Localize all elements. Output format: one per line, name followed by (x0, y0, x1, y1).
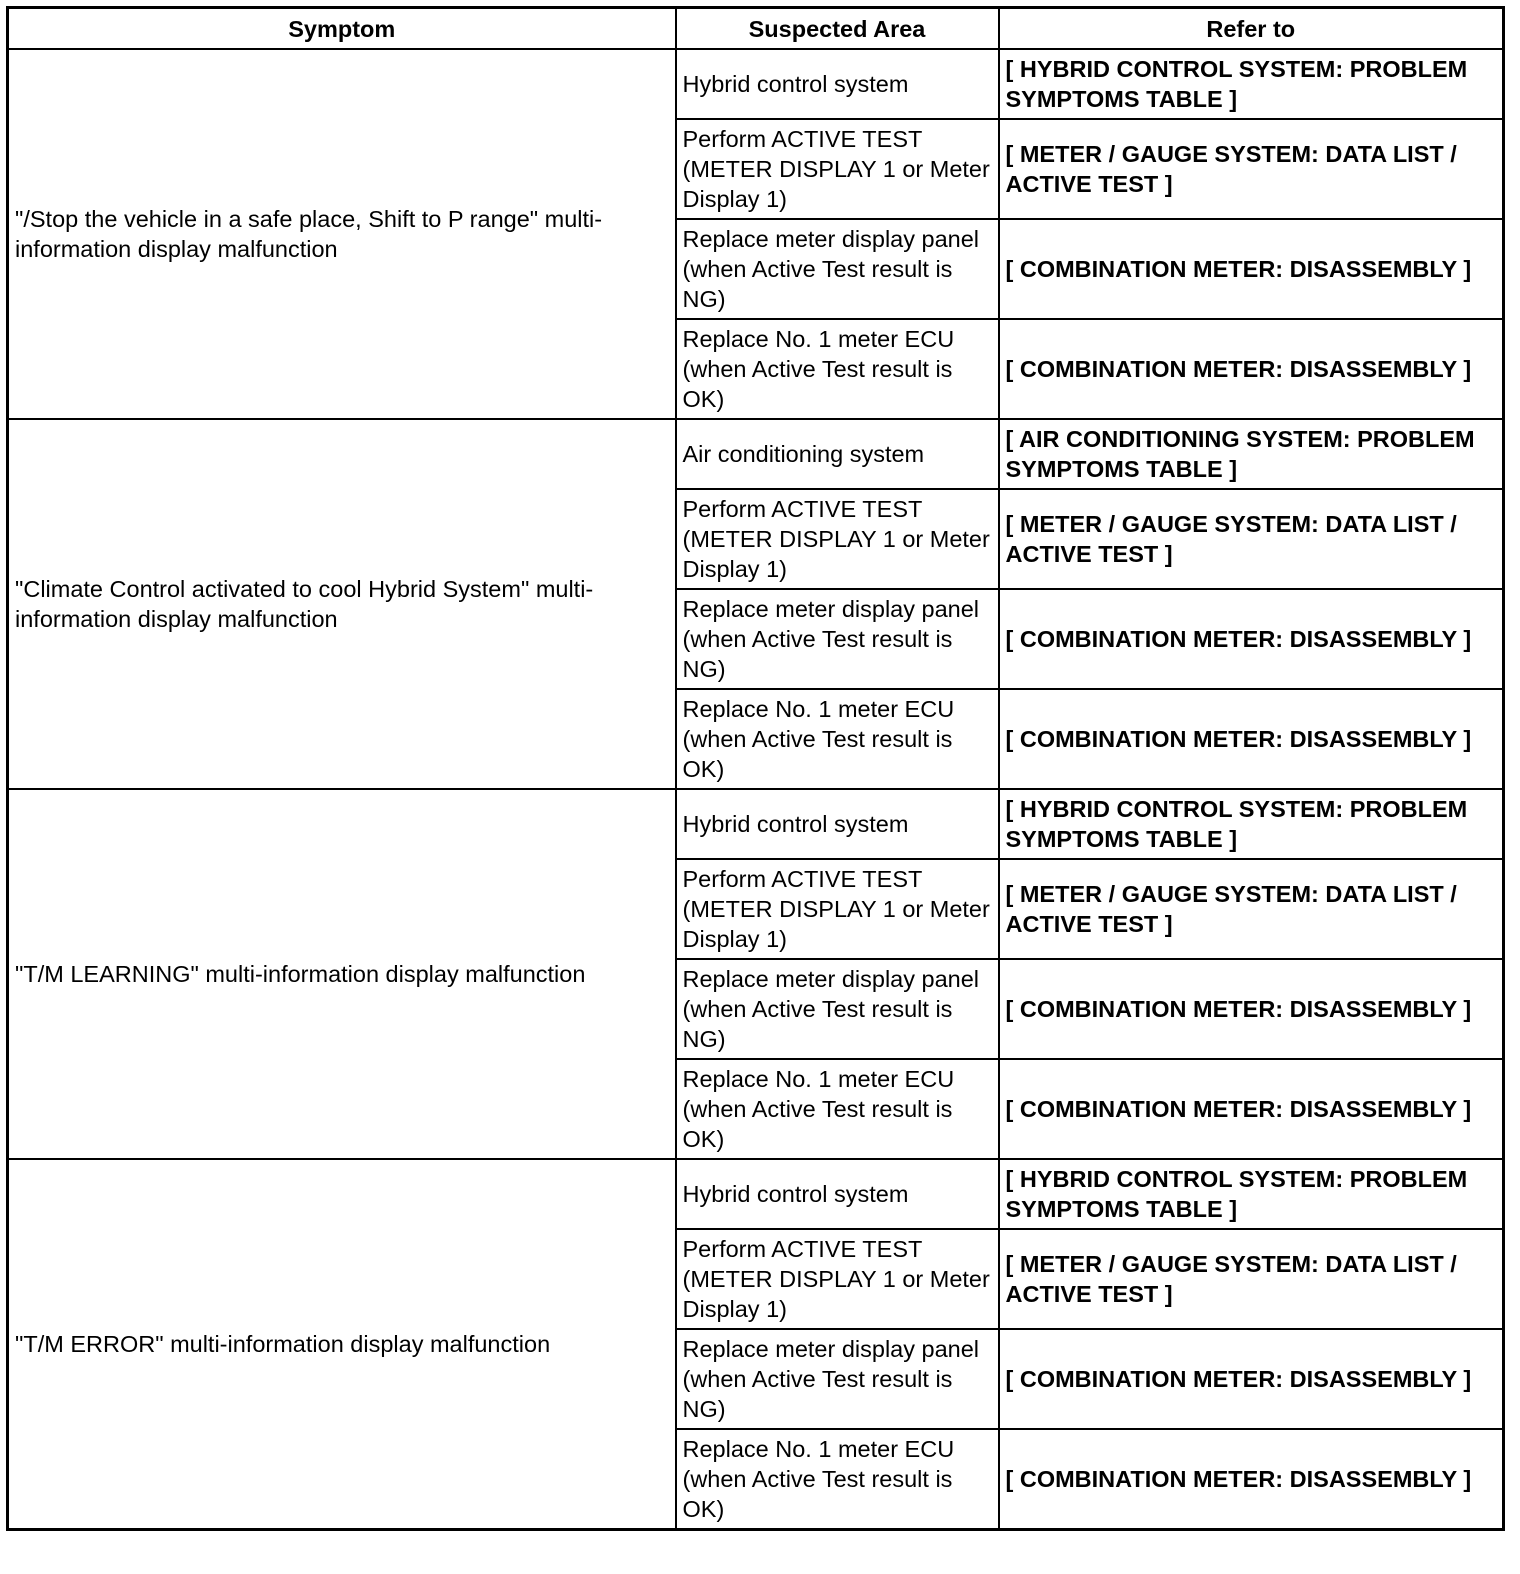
table-row (8, 1159, 1504, 1229)
refer-to-link[interactable]: [ HYBRID CONTROL SYSTEM: PROBLEM SYMPTOMS TABLE ] (999, 49, 1504, 119)
header-symptom: Symptom (8, 8, 676, 50)
refer-to-link[interactable]: [ METER / GAUGE SYSTEM: DATA LIST / ACTIVE TEST ] (999, 489, 1504, 589)
symptom-cell: "T/M LEARNING" multi-information display malfunction (8, 789, 676, 1159)
refer-to-link[interactable]: [ COMBINATION METER: DISASSEMBLY ] (999, 1059, 1504, 1159)
header-refer-to: Refer to (999, 8, 1504, 50)
refer-to-link[interactable]: [ HYBRID CONTROL SYSTEM: PROBLEM SYMPTOMS TABLE ] (999, 1159, 1504, 1229)
symptom-cell: "/Stop the vehicle in a safe place, Shift to P range" multi-information display malfunction (8, 49, 676, 419)
suspected-area-cell: Perform ACTIVE TEST (METER DISPLAY 1 or Meter Display 1) (676, 859, 999, 959)
suspected-area-cell: Replace meter display panel (when Active Test result is NG) (676, 219, 999, 319)
refer-to-link[interactable]: [ COMBINATION METER: DISASSEMBLY ] (999, 959, 1504, 1059)
table-row (8, 49, 1504, 119)
refer-to-link[interactable]: [ METER / GAUGE SYSTEM: DATA LIST / ACTIVE TEST ] (999, 859, 1504, 959)
suspected-area-cell: Replace meter display panel (when Active Test result is NG) (676, 959, 999, 1059)
refer-to-link[interactable]: [ COMBINATION METER: DISASSEMBLY ] (999, 1329, 1504, 1429)
refer-to-link[interactable]: [ COMBINATION METER: DISASSEMBLY ] (999, 319, 1504, 419)
symptom-cell: "Climate Control activated to cool Hybrid System" multi-information display malfunction (8, 419, 676, 789)
symptom-cell: "T/M ERROR" multi-information display malfunction (8, 1159, 676, 1530)
suspected-area-cell: Hybrid control system (676, 789, 999, 859)
suspected-area-cell: Hybrid control system (676, 49, 999, 119)
table-row (8, 789, 1504, 859)
suspected-area-cell: Replace meter display panel (when Active Test result is NG) (676, 589, 999, 689)
refer-to-link[interactable]: [ COMBINATION METER: DISASSEMBLY ] (999, 589, 1504, 689)
refer-to-link[interactable]: [ HYBRID CONTROL SYSTEM: PROBLEM SYMPTOMS TABLE ] (999, 789, 1504, 859)
suspected-area-cell: Hybrid control system (676, 1159, 999, 1229)
suspected-area-cell: Perform ACTIVE TEST (METER DISPLAY 1 or Meter Display 1) (676, 1229, 999, 1329)
symptom-table (6, 6, 1505, 1531)
refer-to-link[interactable]: [ COMBINATION METER: DISASSEMBLY ] (999, 689, 1504, 789)
header-suspected-area: Suspected Area (676, 8, 999, 50)
suspected-area-cell: Replace No. 1 meter ECU (when Active Test result is OK) (676, 1059, 999, 1159)
header-row (8, 8, 1504, 50)
suspected-area-cell: Replace No. 1 meter ECU (when Active Test result is OK) (676, 1429, 999, 1530)
table-row (8, 419, 1504, 489)
refer-to-link[interactable]: [ METER / GAUGE SYSTEM: DATA LIST / ACTIVE TEST ] (999, 1229, 1504, 1329)
refer-to-link[interactable]: [ COMBINATION METER: DISASSEMBLY ] (999, 1429, 1504, 1530)
refer-to-link[interactable]: [ COMBINATION METER: DISASSEMBLY ] (999, 219, 1504, 319)
suspected-area-cell: Replace No. 1 meter ECU (when Active Test result is OK) (676, 319, 999, 419)
refer-to-link[interactable]: [ AIR CONDITIONING SYSTEM: PROBLEM SYMPTOMS TABLE ] (999, 419, 1504, 489)
suspected-area-cell: Perform ACTIVE TEST (METER DISPLAY 1 or Meter Display 1) (676, 489, 999, 589)
suspected-area-cell: Replace meter display panel (when Active Test result is NG) (676, 1329, 999, 1429)
suspected-area-cell: Perform ACTIVE TEST (METER DISPLAY 1 or Meter Display 1) (676, 119, 999, 219)
suspected-area-cell: Air conditioning system (676, 419, 999, 489)
refer-to-link[interactable]: [ METER / GAUGE SYSTEM: DATA LIST / ACTIVE TEST ] (999, 119, 1504, 219)
suspected-area-cell: Replace No. 1 meter ECU (when Active Test result is OK) (676, 689, 999, 789)
